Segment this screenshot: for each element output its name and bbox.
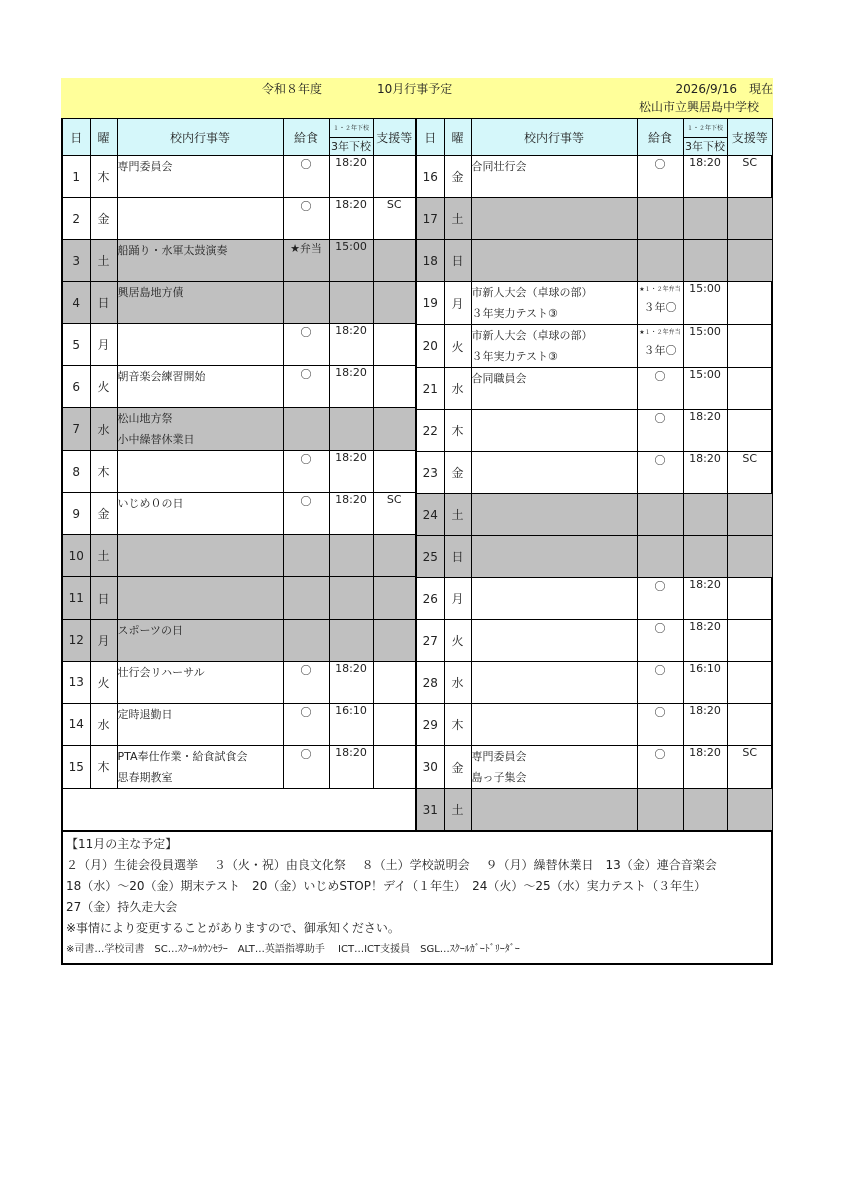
- events-cell: [471, 452, 637, 494]
- col-dismissal: [683, 119, 727, 156]
- weekday: 水: [90, 703, 117, 745]
- dismissal-time: [329, 408, 373, 451]
- support-cell: [727, 325, 772, 368]
- day-number: 27: [417, 620, 444, 662]
- lunch-cell: [283, 535, 329, 577]
- events-cell: [117, 493, 283, 535]
- day-row: [417, 282, 772, 325]
- lunch-cell: 〇: [283, 451, 329, 493]
- lunch-cell: [283, 282, 329, 324]
- events-cell: [117, 745, 283, 788]
- support-cell: [373, 451, 416, 493]
- event-text: 船踊り・水軍太鼓演奏: [117, 244, 228, 258]
- events-cell: [117, 535, 283, 577]
- weekday: 木: [444, 704, 471, 746]
- events-cell: [117, 366, 283, 408]
- support-cell: [373, 619, 416, 661]
- lunch-cell: 〇: [637, 368, 683, 410]
- dismissal-time: 18:20: [683, 620, 727, 662]
- day-row: [63, 535, 416, 577]
- day-row: [417, 240, 772, 282]
- lunch-cell: 〇: [637, 452, 683, 494]
- col-support: 支援等: [727, 119, 772, 156]
- lunch-cell: 〇: [637, 156, 683, 198]
- abbreviation-legend: ※司書…学校司書 SC…ｽｸｰﾙｶｳﾝｾﾗｰ ALT…英語指導助手 ICT…ICT支援員 SGL…ｽｸｰﾙｶﾞｰﾄﾞﾘｰﾀﾞｰ: [66, 944, 520, 955]
- support-cell: SC: [373, 198, 416, 240]
- weekday: 水: [444, 662, 471, 704]
- calendar-sheet: [61, 118, 773, 831]
- day-number: 23: [417, 452, 444, 494]
- day-row: [63, 493, 416, 535]
- lunch-cell: ★弁当: [283, 240, 329, 282]
- col-lunch: 給食: [283, 119, 329, 156]
- weekday: 土: [444, 494, 471, 536]
- lunch-note: ★１・２年弁当: [639, 329, 681, 336]
- lunch-cell: 〇: [283, 661, 329, 703]
- support-cell: [727, 662, 772, 704]
- calendar-right: [417, 119, 772, 831]
- support-cell: SC: [727, 746, 772, 789]
- events-cell: [471, 746, 637, 789]
- events-cell: [471, 536, 637, 578]
- lunch-cell: 〇: [283, 493, 329, 535]
- support-cell: SC: [727, 452, 772, 494]
- day-number: 2: [63, 198, 90, 240]
- day-row: [417, 536, 772, 578]
- weekday: 土: [90, 535, 117, 577]
- events-cell: [471, 368, 637, 410]
- events-cell: [117, 451, 283, 493]
- col-dismissal-top: １・２年下校: [330, 120, 373, 138]
- day-number: 4: [63, 282, 90, 324]
- day-number: 18: [417, 240, 444, 282]
- lunch-cell: 〇: [637, 620, 683, 662]
- dismissal-time: [329, 577, 373, 619]
- support-cell: [373, 324, 416, 366]
- support-cell: [727, 620, 772, 662]
- day-number: 7: [63, 408, 90, 451]
- col-weekday: 曜: [90, 119, 117, 156]
- events-cell: [471, 662, 637, 704]
- weekday: 水: [90, 408, 117, 451]
- support-cell: SC: [373, 493, 416, 535]
- support-cell: [373, 703, 416, 745]
- lunch-cell: [637, 494, 683, 536]
- day-number: 20: [417, 325, 444, 368]
- dismissal-time: 18:20: [683, 156, 727, 198]
- col-support: 支援等: [373, 119, 416, 156]
- day-number: 10: [63, 535, 90, 577]
- lunch-cell: 〇: [637, 704, 683, 746]
- day-row: [63, 156, 416, 198]
- day-row: [63, 577, 416, 619]
- weekday: 水: [444, 368, 471, 410]
- dismissal-time: [683, 198, 727, 240]
- fiscal-year: 令和８年度: [262, 82, 323, 96]
- lunch-note: ★１・２年弁当: [639, 286, 681, 293]
- day-row: [417, 156, 772, 198]
- dismissal-time: [683, 240, 727, 282]
- col-events: 校内行事等: [117, 119, 283, 156]
- weekday: 月: [90, 619, 117, 661]
- dismissal-time: [329, 535, 373, 577]
- dismissal-time: 15:00: [683, 325, 727, 368]
- dismissal-time: 15:00: [683, 282, 727, 325]
- day-row: [417, 368, 772, 410]
- weekday: 火: [444, 325, 471, 368]
- weekday: 火: [90, 661, 117, 703]
- events-cell: [117, 408, 283, 451]
- day-number: 28: [417, 662, 444, 704]
- dismissal-time: 18:20: [683, 704, 727, 746]
- day-number: 8: [63, 451, 90, 493]
- support-cell: SC: [727, 156, 772, 198]
- dismissal-time: 18:20: [329, 366, 373, 408]
- lunch-cell: 〇: [283, 324, 329, 366]
- weekday: 金: [444, 156, 471, 198]
- dismissal-time: 18:20: [329, 745, 373, 788]
- day-number: 9: [63, 493, 90, 535]
- weekday: 土: [444, 789, 471, 831]
- day-row: [63, 198, 416, 240]
- event-text: 朝音楽会練習開始: [117, 370, 206, 384]
- day-number: 21: [417, 368, 444, 410]
- lunch-cell: [637, 789, 683, 831]
- col-dismissal-bottom: 3年下校: [331, 139, 371, 153]
- lunch-cell: [637, 282, 683, 325]
- events-cell: [471, 198, 637, 240]
- event-text: 合同壮行会: [471, 160, 527, 173]
- weekday: 月: [90, 324, 117, 366]
- support-cell: [727, 198, 772, 240]
- support-cell: [727, 410, 772, 452]
- weekday: 金: [90, 493, 117, 535]
- support-cell: [727, 789, 772, 831]
- day-number: 24: [417, 494, 444, 536]
- support-cell: [727, 240, 772, 282]
- events-cell: [117, 282, 283, 324]
- lunch-cell: 〇: [283, 198, 329, 240]
- day-row: [417, 704, 772, 746]
- col-day: 日: [417, 119, 444, 156]
- day-number: 13: [63, 661, 90, 703]
- school-name: 松山市立興居島中学校: [638, 100, 759, 114]
- weekday: 木: [90, 451, 117, 493]
- day-number: 5: [63, 324, 90, 366]
- dismissal-time: 18:20: [683, 578, 727, 620]
- weekday: 土: [90, 240, 117, 282]
- events-cell: [471, 282, 637, 325]
- weekday: 土: [444, 198, 471, 240]
- day-number: 15: [63, 745, 90, 788]
- events-cell: [471, 325, 637, 368]
- event-text: 定時退勤日: [117, 707, 173, 721]
- dismissal-time: 18:20: [329, 493, 373, 535]
- dismissal-time: [683, 536, 727, 578]
- november-line-2: 18（水）～20（金）期末テスト 20（金）いじめSTOP！デイ（１年生） 24（火）～25（水）実力テスト（３年生）: [66, 879, 707, 893]
- events-cell: [117, 703, 283, 745]
- day-number: 11: [63, 577, 90, 619]
- day-number: 31: [417, 789, 444, 831]
- day-row: [417, 662, 772, 704]
- support-cell: [727, 368, 772, 410]
- support-cell: [373, 661, 416, 703]
- dismissal-time: 16:10: [683, 662, 727, 704]
- blank-cell: [63, 788, 416, 830]
- day-number: 25: [417, 536, 444, 578]
- weekday: 金: [444, 452, 471, 494]
- col-dismissal-top: １・２年下校: [684, 120, 727, 138]
- support-cell: [373, 156, 416, 198]
- event-text: 壮行会リハーサル: [117, 665, 205, 679]
- weekday: 金: [444, 746, 471, 789]
- lunch-cell: [283, 577, 329, 619]
- page-title: 10月行事予定: [377, 82, 453, 96]
- day-row: [63, 661, 416, 703]
- weekday: 日: [90, 282, 117, 324]
- support-cell: [373, 745, 416, 788]
- weekday: 火: [90, 366, 117, 408]
- event-text: スポーツの日: [117, 623, 184, 637]
- events-cell: [471, 578, 637, 620]
- weekday: 日: [444, 240, 471, 282]
- support-cell: [373, 408, 416, 451]
- day-number: 16: [417, 156, 444, 198]
- schedule-document: [61, 78, 773, 965]
- lunch-cell: 〇: [283, 366, 329, 408]
- day-row: [417, 746, 772, 789]
- header-banner: [61, 78, 773, 118]
- events-cell: [117, 661, 283, 703]
- blank-row: [63, 788, 416, 830]
- lunch-cell: 〇: [283, 745, 329, 788]
- support-cell: [373, 535, 416, 577]
- dismissal-time: [329, 282, 373, 324]
- support-cell: [373, 282, 416, 324]
- weekday: 木: [90, 156, 117, 198]
- november-line-3: 27（金）持久走大会: [66, 900, 178, 914]
- col-weekday: 曜: [444, 119, 471, 156]
- events-cell: [471, 494, 637, 536]
- support-cell: [373, 366, 416, 408]
- day-number: 26: [417, 578, 444, 620]
- weekday: 木: [444, 410, 471, 452]
- support-cell: [727, 282, 772, 325]
- day-number: 1: [63, 156, 90, 198]
- dismissal-time: 18:20: [329, 198, 373, 240]
- event-text: ３年実力テスト③: [471, 307, 558, 320]
- weekday: 月: [444, 282, 471, 325]
- event-text: 市新人大会（卓球の部）: [471, 286, 593, 299]
- lunch-cell: [283, 408, 329, 451]
- lunch-cell: [283, 619, 329, 661]
- day-row: [63, 619, 416, 661]
- lunch-cell: 〇: [637, 578, 683, 620]
- lunch-value: ３年〇: [643, 301, 677, 314]
- day-row: [417, 325, 772, 368]
- day-row: [417, 198, 772, 240]
- dismissal-time: [329, 619, 373, 661]
- event-text: PTA奉仕作業・給食試食会: [117, 749, 248, 763]
- support-cell: [727, 494, 772, 536]
- day-number: 3: [63, 240, 90, 282]
- dismissal-time: 18:20: [683, 410, 727, 452]
- event-text: 市新人大会（卓球の部）: [471, 329, 593, 342]
- day-row: [63, 324, 416, 366]
- day-number: 19: [417, 282, 444, 325]
- dismissal-time: 18:20: [329, 156, 373, 198]
- dismissal-time: [683, 494, 727, 536]
- col-dismissal: [329, 119, 373, 156]
- day-row: [63, 408, 416, 451]
- day-row: [417, 410, 772, 452]
- day-number: 29: [417, 704, 444, 746]
- lunch-cell: [637, 325, 683, 368]
- dismissal-time: 18:20: [329, 451, 373, 493]
- events-cell: [471, 156, 637, 198]
- dismissal-time: 18:20: [683, 452, 727, 494]
- weekday: 月: [444, 578, 471, 620]
- support-cell: [373, 240, 416, 282]
- lunch-cell: [637, 240, 683, 282]
- events-cell: [117, 156, 283, 198]
- support-cell: [373, 577, 416, 619]
- dismissal-time: 18:20: [329, 324, 373, 366]
- events-cell: [117, 198, 283, 240]
- events-cell: [117, 324, 283, 366]
- day-number: 30: [417, 746, 444, 789]
- notes-section: [61, 831, 773, 965]
- disclaimer: ※事情により変更することがありますので、御承知ください。: [66, 921, 400, 935]
- weekday: 火: [444, 620, 471, 662]
- event-text: 思春期教室: [117, 770, 173, 784]
- day-number: 6: [63, 366, 90, 408]
- lunch-cell: [637, 536, 683, 578]
- events-cell: [117, 240, 283, 282]
- lunch-cell: 〇: [283, 156, 329, 198]
- as-of-date: 2026/9/16 現在: [675, 82, 773, 96]
- day-row: [417, 494, 772, 536]
- event-text: 小中繰替休業日: [117, 433, 195, 447]
- col-day: 日: [63, 119, 90, 156]
- lunch-value: ３年〇: [643, 344, 677, 357]
- day-row: [417, 578, 772, 620]
- weekday: 日: [444, 536, 471, 578]
- event-text: 専門委員会: [471, 750, 527, 763]
- weekday: 金: [90, 198, 117, 240]
- support-cell: [727, 578, 772, 620]
- lunch-cell: 〇: [283, 703, 329, 745]
- day-number: 12: [63, 619, 90, 661]
- weekday: 日: [90, 577, 117, 619]
- dismissal-time: 15:00: [683, 368, 727, 410]
- day-row: [417, 452, 772, 494]
- events-cell: [471, 704, 637, 746]
- event-text: ３年実力テスト③: [471, 350, 558, 363]
- events-cell: [117, 577, 283, 619]
- calendar-left: [63, 119, 417, 831]
- event-text: 興居島地方債: [117, 286, 184, 300]
- dismissal-time: 18:20: [683, 746, 727, 789]
- day-row: [417, 789, 772, 831]
- support-cell: [727, 536, 772, 578]
- dismissal-time: 15:00: [329, 240, 373, 282]
- day-number: 14: [63, 703, 90, 745]
- day-row: [417, 620, 772, 662]
- lunch-cell: 〇: [637, 662, 683, 704]
- event-text: 島っ子集会: [471, 771, 527, 784]
- events-cell: [471, 620, 637, 662]
- lunch-cell: [637, 198, 683, 240]
- dismissal-time: [683, 789, 727, 831]
- event-text: 合同職員会: [471, 372, 527, 385]
- col-dismissal-bottom: 3年下校: [685, 139, 725, 153]
- col-lunch: 給食: [637, 119, 683, 156]
- col-events: 校内行事等: [471, 119, 637, 156]
- day-row: [63, 240, 416, 282]
- lunch-cell: 〇: [637, 410, 683, 452]
- november-line-1: ２（月）生徒会役員選挙 ３（火・祝）由良文化祭 ８（土）学校説明会 ９（月）繰替休業日 13（金）連合音楽会: [66, 858, 717, 872]
- weekday: 木: [90, 745, 117, 788]
- events-cell: [471, 240, 637, 282]
- day-row: [63, 451, 416, 493]
- events-cell: [471, 789, 637, 831]
- dismissal-time: 18:20: [329, 661, 373, 703]
- support-cell: [727, 704, 772, 746]
- notes-heading: 【11月の主な予定】: [66, 837, 178, 851]
- events-cell: [117, 619, 283, 661]
- day-row: [63, 366, 416, 408]
- event-text: いじめ０の日: [117, 497, 184, 511]
- day-number: 22: [417, 410, 444, 452]
- event-text: 松山地方祭: [117, 412, 173, 426]
- dismissal-time: 16:10: [329, 703, 373, 745]
- day-number: 17: [417, 198, 444, 240]
- day-row: [63, 745, 416, 788]
- events-cell: [471, 410, 637, 452]
- day-row: [63, 703, 416, 745]
- day-row: [63, 282, 416, 324]
- event-text: 専門委員会: [117, 160, 173, 173]
- lunch-cell: 〇: [637, 746, 683, 789]
